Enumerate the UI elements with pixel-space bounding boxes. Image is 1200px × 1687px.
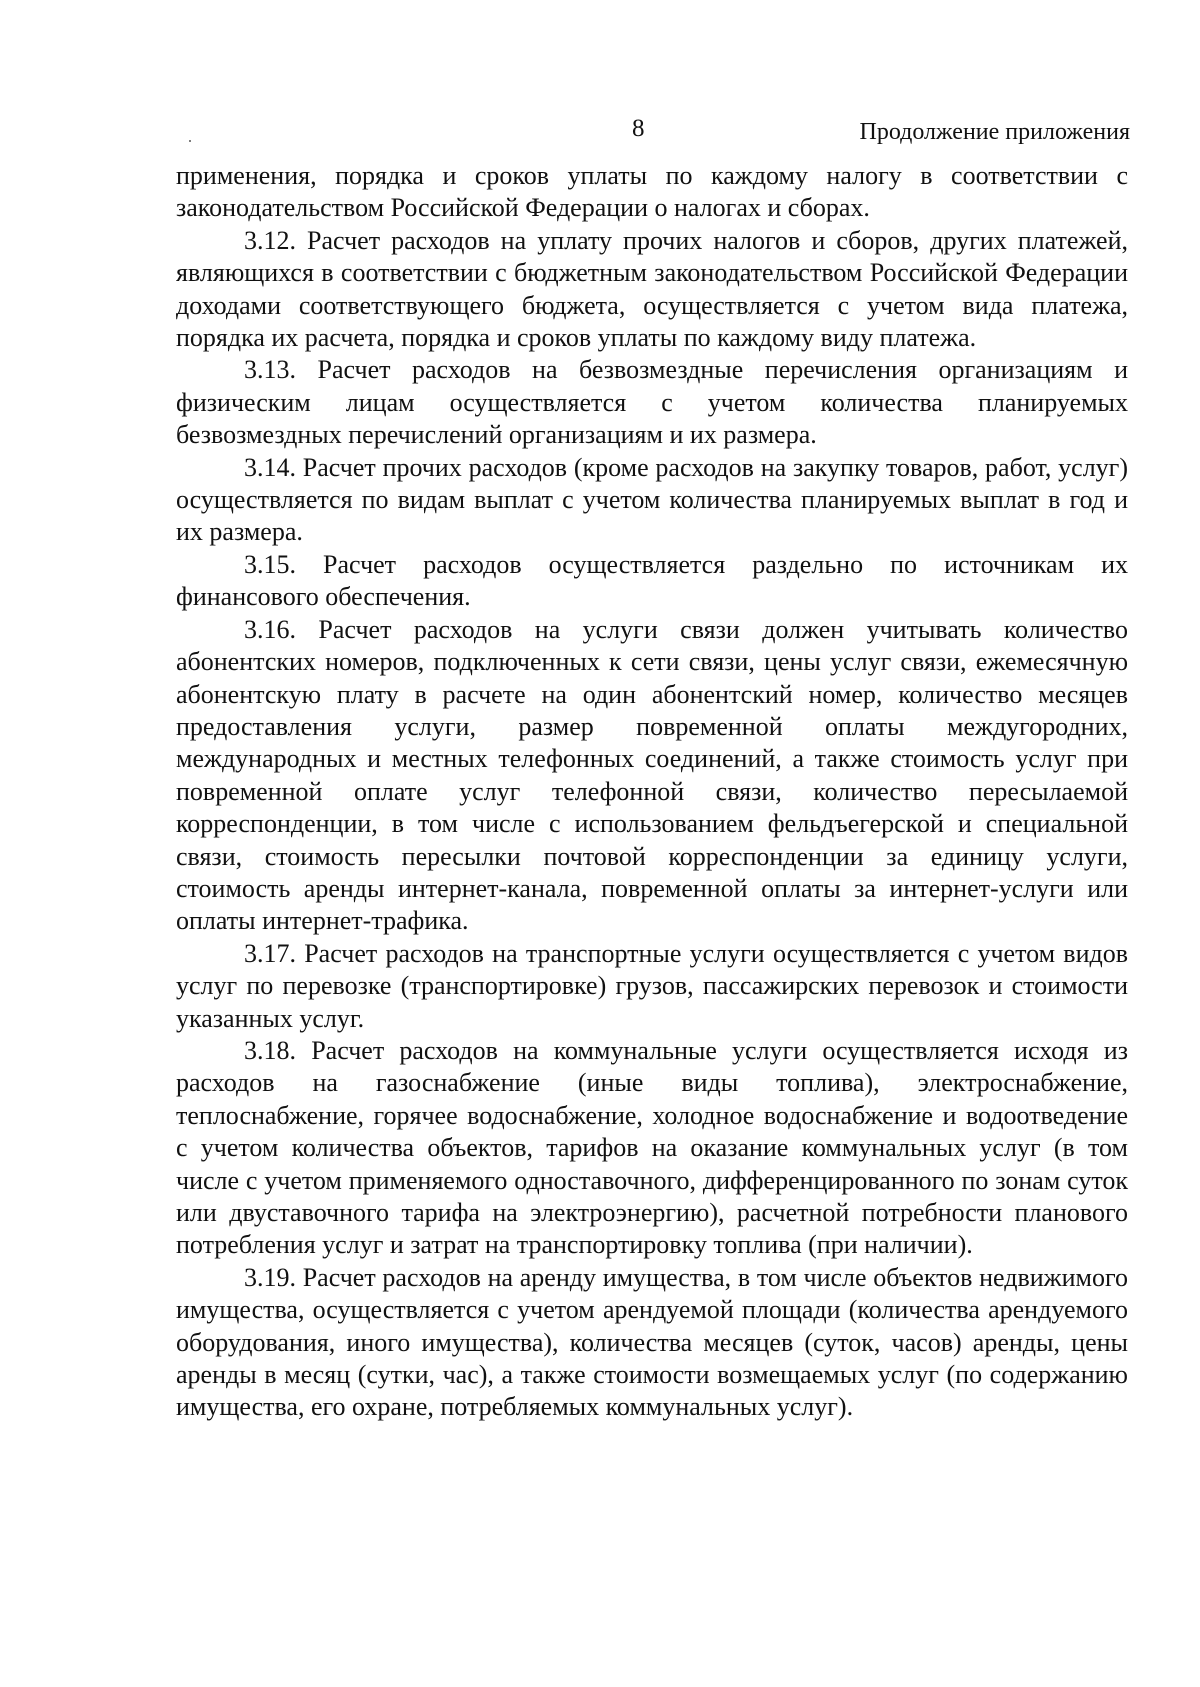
paragraph-3-13: 3.13. Расчет расходов на безвозмездные перечисления организациям и физическим лицам осуществляется с учетом количества планируемых безвозмездных перечислений организациям и их размера.	[176, 355, 1128, 450]
paragraph-3-19: 3.19. Расчет расходов на аренду имущества, в том числе объектов недвижимого имущества, осуществляется с учетом арендуемой площади (количества арендуемого оборудования, иного имущества), количества месяцев (суток, часов) аренды, цены аренды в месяц (сутки, час), а также стоимости возмещаемых услуг (по содержанию имущества, его охране, потребляемых коммунальных услуг).	[176, 1262, 1128, 1422]
paragraph-3-15: 3.15. Расчет расходов осуществляется раздельно по источникам их финансового обеспечения.	[176, 549, 1128, 612]
paragraph-3-16: 3.16. Расчет расходов на услуги связи должен учитывать количество абонентских номеров, подключенных к сети связи, цены услуг связи, ежемесячную абонентскую плату в расчете на один абонентский номер, количество месяцев предоставления услуги, размер повременной оплаты междугородних, международных и местных телефонных соединений, а также стоимость услуг при повременной оплате услуг телефонной связи, количество пересылаемой корреспонденции, в том числе с использованием фельдъегерской и специальной связи, стоимость пересылки почтовой корреспонденции за единицу услуги, стоимость аренды интернет-канала, повременной оплаты за интернет-услуги или оплаты интернет-трафика.	[176, 614, 1128, 936]
paragraph-continuation: применения, порядка и сроков уплаты по каждому налогу в соответствии с законодательством Российской Федерации о налогах и сборах.	[176, 161, 1128, 223]
document-body	[176, 160, 1128, 1424]
running-header: Продолжение приложения	[859, 119, 1130, 145]
paragraph-3-12: 3.12. Расчет расходов на уплату прочих налогов и сборов, других платежей, являющихся в соответствии с бюджетным законодательством Российской Федерации доходами соответствующего бюджета, осуществляется с учетом вида платежа, порядка их расчета, порядка и сроков уплаты по каждому виду платежа.	[176, 225, 1128, 353]
paragraph-3-17: 3.17. Расчет расходов на транспортные услуги осуществляется с учетом видов услуг по перевозке (транспортировке) грузов, пассажирских перевозок и стоимости указанных услуг.	[176, 938, 1128, 1033]
paragraph-3-18: 3.18. Расчет расходов на коммунальные услуги осуществляется исходя из расходов на газоснабжение (иные виды топлива), электроснабжение, теплоснабжение, горячее водоснабжение, холодное водоснабжение и водоотведение с учетом количества объектов, тарифов на оказание коммунальных услуг (в том числе с учетом применяемого одноставочного, дифференцированного по зонам суток или двуставочного тарифа на электроэнергию), расчетной потребности планового потребления услуг и затрат на транспортировку топлива (при наличии).	[176, 1035, 1128, 1260]
page-number: 8	[632, 115, 645, 142]
scan-speck	[189, 140, 191, 142]
paragraph-3-14: 3.14. Расчет прочих расходов (кроме расходов на закупку товаров, работ, услуг) осуществляется по видам выплат с учетом количества планируемых выплат в год и их размера.	[176, 452, 1128, 547]
